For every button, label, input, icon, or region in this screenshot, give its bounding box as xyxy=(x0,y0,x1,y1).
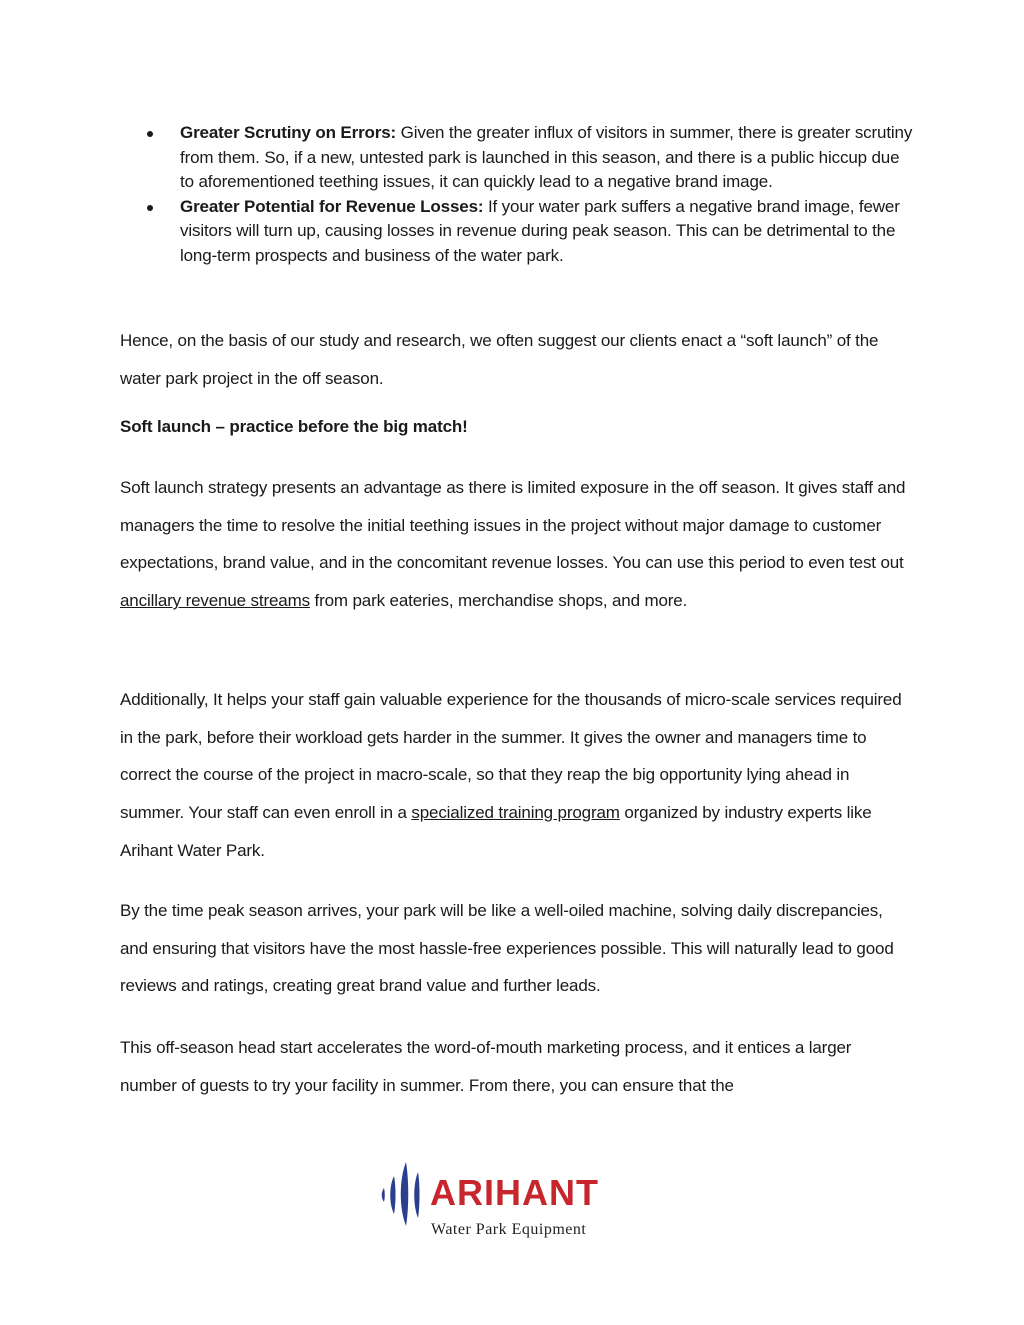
arihant-logo xyxy=(376,1150,636,1246)
paragraph-hence: Hence, on the basis of our study and research, we often suggest our clients enact a “soft launch” of the water park project in the off season. xyxy=(120,331,879,388)
bullet-title: Greater Scrutiny on Errors: xyxy=(180,123,397,142)
bullet-item-revenue xyxy=(145,195,915,269)
wave-bars-icon xyxy=(378,1158,430,1228)
section-heading: Soft launch – practice before the big match! xyxy=(120,417,468,436)
ancillary-revenue-link[interactable]: ancillary revenue streams xyxy=(120,591,310,611)
paragraph-text: Soft launch strategy presents an advantage as there is limited exposure in the off season. It gives staff and managers the time to resolve the initial teething issues in the project without major damage to customer expectations, brand value, and in the concomitant revenue losses. You can use this period to even test out xyxy=(120,478,906,573)
training-program-link[interactable]: specialized training program xyxy=(411,803,620,823)
paragraph-text: organized by industry experts like Arihant Water Park. xyxy=(120,803,872,860)
paragraph-text: from park eateries, merchandise shops, and more. xyxy=(309,591,688,611)
bullet-item-scrutiny xyxy=(145,121,915,195)
logo-tagline: Water Park Equipment xyxy=(431,1221,587,1238)
paragraph-soft-launch xyxy=(120,469,910,620)
paragraph-text: Additionally, It helps your staff gain valuable experience for the thousands of micro-scale services required in the park, before their workload gets harder in the summer. It gives the owner and managers time to correct the course of the project in macro-scale, so that they reap the big opportunity lying ahead in summer. Your staff can even enroll in a xyxy=(120,690,902,823)
bullet-dot-icon xyxy=(147,205,153,211)
paragraph-additionally xyxy=(120,681,910,870)
paragraph-peak-season: By the time peak season arrives, your park will be like a well-oiled machine, solving daily discrepancies, and ensuring that visitors have the most hassle-free experiences possible. This will naturally lead to good reviews and ratings, creating great brand value and further leads. xyxy=(120,901,894,996)
logo-wordmark: ARIHANT xyxy=(430,1172,599,1213)
bullet-text: Given the greater influx of visitors in summer, there is greater scrutiny from them. So, if a new, untested park is launched in this season, and there is a public hiccup due to aforementioned teething issues, it can quickly lead to a negative brand image. xyxy=(180,123,913,191)
bullet-text: If your water park suffers a negative brand image, fewer visitors will turn up, causing losses in revenue during peak season. This can be detrimental to the long-term prospects and business of the water park. xyxy=(180,196,900,265)
bullet-list xyxy=(145,121,915,268)
paragraph-off-season: This off-season head start accelerates the word-of-mouth marketing process, and it entices a larger number of guests to try your facility in summer. From there, you can ensure that the xyxy=(120,1038,852,1095)
bullet-title: Greater Potential for Revenue Losses: xyxy=(180,196,484,216)
bullet-dot-icon xyxy=(147,131,153,137)
